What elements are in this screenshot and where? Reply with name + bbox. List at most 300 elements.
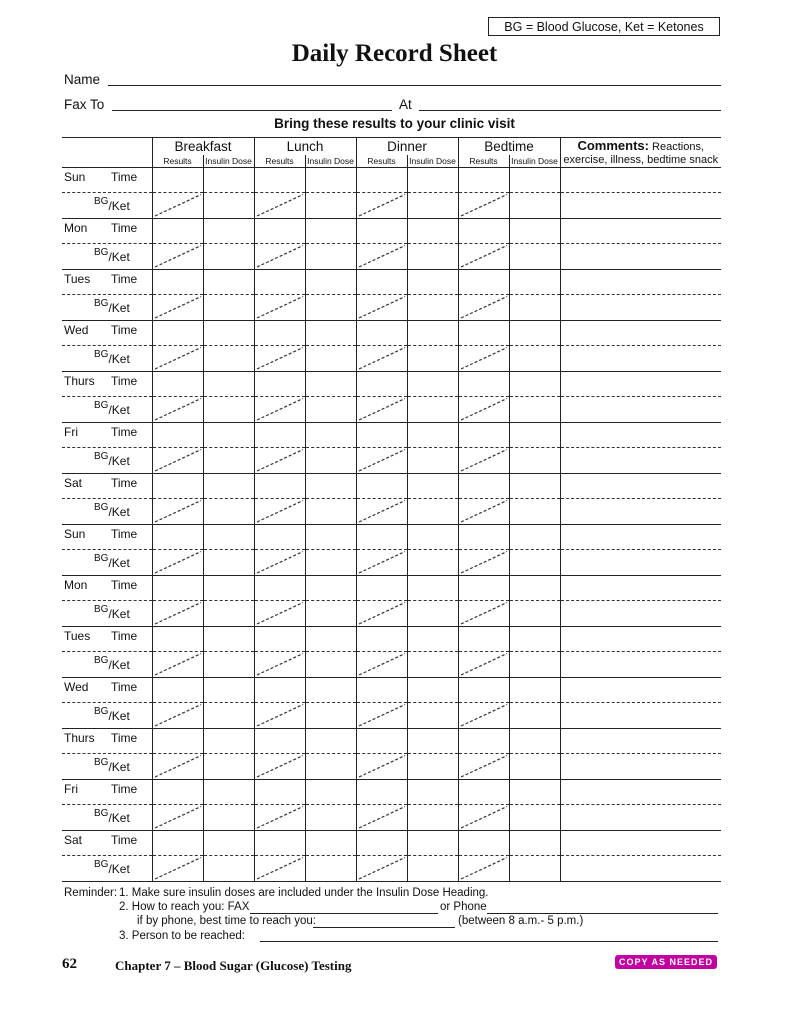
insulin-dose-cell[interactable]	[509, 499, 560, 525]
day-label: Thurs	[64, 731, 95, 745]
time-entry-cell[interactable]	[305, 729, 356, 754]
time-entry-cell[interactable]	[305, 219, 356, 244]
time-entry-cell[interactable]	[560, 831, 721, 856]
time-entry-cell[interactable]	[254, 627, 305, 652]
time-entry-cell[interactable]	[560, 372, 721, 397]
time-entry-cell[interactable]	[458, 474, 509, 499]
bg-ket-result-cell[interactable]	[356, 805, 407, 831]
bg-ket-result-cell[interactable]	[152, 397, 203, 423]
table-row	[62, 372, 721, 397]
time-entry-cell[interactable]	[203, 321, 254, 346]
bg-ket-result-cell[interactable]	[356, 244, 407, 270]
bg-ket-result-cell[interactable]	[254, 754, 305, 780]
time-entry-cell[interactable]	[305, 525, 356, 550]
bg-ket-result-cell[interactable]	[458, 397, 509, 423]
time-entry-cell[interactable]	[152, 270, 203, 295]
time-entry-cell[interactable]	[407, 678, 458, 703]
bg-ket-result-cell[interactable]	[458, 448, 509, 474]
insulin-dose-cell[interactable]	[509, 856, 560, 882]
insulin-dose-cell[interactable]	[305, 703, 356, 729]
time-entry-cell[interactable]	[407, 270, 458, 295]
diagonal-divider	[459, 652, 509, 677]
insulin-dose-cell[interactable]	[203, 703, 254, 729]
insulin-dose-cell[interactable]	[407, 448, 458, 474]
bg-ket-result-cell[interactable]	[356, 346, 407, 372]
fax-field[interactable]	[112, 110, 392, 111]
bg-text: BG	[94, 247, 109, 258]
bg-ket-result-cell[interactable]	[254, 346, 305, 372]
insulin-dose-cell[interactable]	[509, 244, 560, 270]
insulin-dose-cell[interactable]	[305, 193, 356, 219]
bg-text: BG	[94, 298, 109, 309]
bg-ket-result-cell[interactable]	[356, 652, 407, 678]
bg-ket-result-cell[interactable]	[152, 346, 203, 372]
bg-ket-result-cell[interactable]	[152, 856, 203, 882]
insulin-dose-cell[interactable]	[407, 346, 458, 372]
day-label: Mon	[64, 578, 88, 592]
table-row	[62, 652, 721, 678]
time-entry-cell[interactable]	[356, 168, 407, 193]
ket-text: Ket	[111, 403, 130, 417]
comments-cell[interactable]	[560, 550, 721, 576]
time-entry-cell[interactable]	[458, 780, 509, 805]
time-entry-cell[interactable]	[356, 219, 407, 244]
time-entry-cell[interactable]	[560, 423, 721, 448]
time-entry-cell[interactable]	[509, 831, 560, 856]
time-entry-cell[interactable]	[509, 780, 560, 805]
slash-glyph: /	[108, 301, 112, 315]
time-entry-cell[interactable]	[203, 219, 254, 244]
time-entry-cell[interactable]	[305, 474, 356, 499]
bg-ket-result-cell[interactable]	[356, 193, 407, 219]
insulin-dose-cell[interactable]	[305, 601, 356, 627]
insulin-dose-cell[interactable]	[509, 295, 560, 321]
comments-cell[interactable]	[560, 346, 721, 372]
insulin-dose-cell[interactable]	[305, 499, 356, 525]
bg-ket-result-cell[interactable]	[356, 550, 407, 576]
bg-ket-result-cell[interactable]	[356, 601, 407, 627]
diagonal-divider	[357, 754, 407, 779]
time-entry-cell[interactable]	[305, 576, 356, 601]
time-entry-cell[interactable]	[305, 780, 356, 805]
time-entry-cell[interactable]	[407, 831, 458, 856]
time-entry-cell[interactable]	[407, 525, 458, 550]
table-row	[62, 397, 721, 423]
insulin-dose-cell[interactable]	[509, 397, 560, 423]
name-field[interactable]	[108, 85, 721, 86]
time-entry-cell[interactable]	[509, 219, 560, 244]
day-cell	[62, 423, 152, 448]
table-row	[62, 729, 721, 754]
daily-record-table	[62, 137, 721, 882]
time-entry-cell[interactable]	[203, 525, 254, 550]
insulin-dose-cell[interactable]	[407, 601, 458, 627]
bg-ket-result-cell[interactable]	[254, 550, 305, 576]
time-entry-cell[interactable]	[509, 729, 560, 754]
time-entry-cell[interactable]	[560, 270, 721, 295]
time-entry-cell[interactable]	[305, 321, 356, 346]
time-entry-cell[interactable]	[203, 831, 254, 856]
bg-ket-result-cell[interactable]	[458, 652, 509, 678]
time-entry-cell[interactable]	[152, 576, 203, 601]
time-entry-cell[interactable]	[509, 525, 560, 550]
time-entry-cell[interactable]	[152, 219, 203, 244]
bg-ket-result-cell[interactable]	[254, 805, 305, 831]
bg-ket-result-cell[interactable]	[356, 703, 407, 729]
time-entry-cell[interactable]	[152, 474, 203, 499]
insulin-dose-cell[interactable]	[305, 754, 356, 780]
time-entry-cell[interactable]	[356, 729, 407, 754]
insulin-dose-cell[interactable]	[509, 550, 560, 576]
insulin-dose-cell[interactable]	[407, 805, 458, 831]
time-entry-cell[interactable]	[356, 321, 407, 346]
bg-ket-result-cell[interactable]	[458, 193, 509, 219]
bg-ket-result-cell[interactable]	[254, 448, 305, 474]
comments-cell[interactable]	[560, 652, 721, 678]
fax-number-field[interactable]	[250, 913, 438, 914]
time-entry-cell[interactable]	[407, 780, 458, 805]
time-entry-cell[interactable]	[203, 474, 254, 499]
time-entry-cell[interactable]	[152, 627, 203, 652]
diagonal-divider	[255, 550, 305, 575]
diagonal-divider	[255, 652, 305, 677]
page-number: 62	[62, 956, 77, 972]
fax-label: Fax To	[64, 97, 105, 112]
insulin-dose-cell[interactable]	[509, 346, 560, 372]
insulin-dose-cell[interactable]	[407, 397, 458, 423]
insulin-dose-cell[interactable]	[305, 652, 356, 678]
time-entry-cell[interactable]	[356, 576, 407, 601]
time-entry-cell[interactable]	[305, 168, 356, 193]
time-entry-cell[interactable]	[458, 729, 509, 754]
insulin-dose-cell[interactable]	[407, 295, 458, 321]
insulin-dose-cell[interactable]	[509, 652, 560, 678]
bg-ket-result-cell[interactable]	[152, 448, 203, 474]
time-entry-cell[interactable]	[407, 729, 458, 754]
bg-ket-result-cell[interactable]	[254, 193, 305, 219]
at-field[interactable]	[419, 110, 721, 111]
diagonal-divider	[255, 448, 305, 473]
insulin-dose-cell[interactable]	[407, 652, 458, 678]
time-entry-cell[interactable]	[254, 270, 305, 295]
time-entry-cell[interactable]	[458, 168, 509, 193]
time-entry-cell[interactable]	[305, 627, 356, 652]
time-entry-cell[interactable]	[560, 627, 721, 652]
bg-ket-result-cell[interactable]	[254, 397, 305, 423]
bg-ket-result-cell[interactable]	[356, 448, 407, 474]
insulin-dose-cell[interactable]	[203, 244, 254, 270]
time-entry-cell[interactable]	[254, 831, 305, 856]
insulin-dose-cell[interactable]	[203, 499, 254, 525]
time-entry-cell[interactable]	[560, 780, 721, 805]
time-entry-cell[interactable]	[254, 729, 305, 754]
comments-cell[interactable]	[560, 295, 721, 321]
insulin-dose-cell[interactable]	[203, 754, 254, 780]
time-entry-cell[interactable]	[254, 678, 305, 703]
bg-ket-result-cell[interactable]	[254, 244, 305, 270]
time-entry-cell[interactable]	[458, 270, 509, 295]
time-entry-cell[interactable]	[458, 321, 509, 346]
time-entry-cell[interactable]	[509, 168, 560, 193]
time-entry-cell[interactable]	[254, 423, 305, 448]
table-row	[62, 550, 721, 576]
time-label: Time	[111, 782, 138, 796]
bg-ket-result-cell[interactable]	[254, 703, 305, 729]
time-entry-cell[interactable]	[152, 729, 203, 754]
insulin-dose-cell[interactable]	[509, 601, 560, 627]
time-entry-cell[interactable]	[152, 831, 203, 856]
bg-ket-result-cell[interactable]	[458, 244, 509, 270]
insulin-dose-cell[interactable]	[407, 193, 458, 219]
time-entry-cell[interactable]	[356, 474, 407, 499]
diagonal-divider	[255, 193, 305, 218]
bg-ket-result-cell[interactable]	[254, 499, 305, 525]
time-entry-cell[interactable]	[203, 780, 254, 805]
time-entry-cell[interactable]	[458, 423, 509, 448]
time-entry-cell[interactable]	[407, 219, 458, 244]
bg-ket-result-cell[interactable]	[458, 499, 509, 525]
slash-glyph: /	[108, 352, 112, 366]
bg-ket-result-cell[interactable]	[152, 193, 203, 219]
time-entry-cell[interactable]	[356, 525, 407, 550]
bg-ket-result-cell[interactable]	[356, 397, 407, 423]
bg-text: BG	[94, 502, 109, 513]
insulin-dose-cell[interactable]	[203, 346, 254, 372]
time-entry-cell[interactable]	[458, 576, 509, 601]
bg-ket-result-cell[interactable]	[152, 244, 203, 270]
time-entry-cell[interactable]	[560, 168, 721, 193]
insulin-dose-cell[interactable]	[203, 550, 254, 576]
corner-cell	[62, 138, 152, 168]
insulin-dose-cell[interactable]	[305, 550, 356, 576]
time-entry-cell[interactable]	[305, 678, 356, 703]
time-label: Time	[111, 731, 138, 745]
time-entry-cell[interactable]	[356, 678, 407, 703]
insulin-dose-cell[interactable]	[407, 244, 458, 270]
time-entry-cell[interactable]	[509, 474, 560, 499]
comments-cell[interactable]	[560, 856, 721, 882]
comments-cell[interactable]	[560, 754, 721, 780]
bg-ket-result-cell[interactable]	[152, 805, 203, 831]
bg-ket-result-cell[interactable]	[152, 754, 203, 780]
time-entry-cell[interactable]	[407, 627, 458, 652]
bg-ket-result-cell[interactable]	[356, 295, 407, 321]
time-entry-cell[interactable]	[407, 372, 458, 397]
time-entry-cell[interactable]	[509, 372, 560, 397]
time-entry-cell[interactable]	[509, 321, 560, 346]
time-entry-cell[interactable]	[458, 678, 509, 703]
bg-ket-result-cell[interactable]	[152, 550, 203, 576]
time-entry-cell[interactable]	[203, 576, 254, 601]
time-entry-cell[interactable]	[203, 678, 254, 703]
insulin-dose-cell[interactable]	[203, 193, 254, 219]
time-entry-cell[interactable]	[203, 372, 254, 397]
time-entry-cell[interactable]	[152, 321, 203, 346]
comments-cell[interactable]	[560, 601, 721, 627]
time-entry-cell[interactable]	[152, 780, 203, 805]
time-entry-cell[interactable]	[509, 627, 560, 652]
insulin-dose-cell[interactable]	[305, 856, 356, 882]
bg-ket-result-cell[interactable]	[356, 499, 407, 525]
bg-ket-result-cell[interactable]	[356, 754, 407, 780]
insulin-dose-cell[interactable]	[407, 550, 458, 576]
bg-ket-result-cell[interactable]	[152, 703, 203, 729]
time-entry-cell[interactable]	[152, 423, 203, 448]
time-entry-cell[interactable]	[254, 219, 305, 244]
insulin-dose-cell[interactable]	[203, 652, 254, 678]
insulin-dose-cell[interactable]	[407, 754, 458, 780]
insulin-dose-cell[interactable]	[509, 448, 560, 474]
phone-number-field[interactable]	[487, 913, 718, 914]
time-entry-cell[interactable]	[458, 525, 509, 550]
insulin-dose-cell[interactable]	[509, 193, 560, 219]
time-entry-cell[interactable]	[254, 474, 305, 499]
bg-text: BG	[94, 196, 109, 207]
diagonal-divider	[357, 856, 407, 881]
time-entry-cell[interactable]	[203, 423, 254, 448]
day-label: Wed	[64, 323, 89, 337]
time-entry-cell[interactable]	[560, 219, 721, 244]
time-entry-cell[interactable]	[458, 627, 509, 652]
comments-cell[interactable]	[560, 703, 721, 729]
time-entry-cell[interactable]	[203, 168, 254, 193]
time-entry-cell[interactable]	[254, 168, 305, 193]
table-row	[62, 856, 721, 882]
comments-cell[interactable]	[560, 244, 721, 270]
time-entry-cell[interactable]	[152, 372, 203, 397]
time-entry-cell[interactable]	[203, 627, 254, 652]
time-entry-cell[interactable]	[560, 576, 721, 601]
time-entry-cell[interactable]	[407, 576, 458, 601]
reminder-line-1: 1. Make sure insulin doses are included under the Insulin Dose Heading.	[119, 887, 489, 899]
time-entry-cell[interactable]	[407, 321, 458, 346]
table-row	[62, 346, 721, 372]
time-entry-cell[interactable]	[458, 219, 509, 244]
time-entry-cell[interactable]	[407, 423, 458, 448]
time-entry-cell[interactable]	[305, 372, 356, 397]
time-entry-cell[interactable]	[560, 729, 721, 754]
insulin-dose-cell[interactable]	[203, 805, 254, 831]
insulin-dose-cell[interactable]	[407, 499, 458, 525]
insulin-dose-cell[interactable]	[509, 805, 560, 831]
diagonal-divider	[153, 193, 203, 218]
comments-cell[interactable]	[560, 193, 721, 219]
best-time-field[interactable]	[313, 927, 455, 928]
time-entry-cell[interactable]	[254, 321, 305, 346]
bg-ket-result-cell[interactable]	[254, 856, 305, 882]
insulin-dose-cell[interactable]	[203, 448, 254, 474]
insulin-dose-cell[interactable]	[203, 856, 254, 882]
time-entry-cell[interactable]	[560, 678, 721, 703]
time-entry-cell[interactable]	[152, 525, 203, 550]
insulin-dose-cell[interactable]	[305, 244, 356, 270]
bg-ket-result-cell[interactable]	[458, 703, 509, 729]
time-entry-cell[interactable]	[203, 729, 254, 754]
bg-ket-result-cell[interactable]	[152, 499, 203, 525]
time-entry-cell[interactable]	[152, 678, 203, 703]
time-entry-cell[interactable]	[509, 270, 560, 295]
time-entry-cell[interactable]	[560, 321, 721, 346]
time-entry-cell[interactable]	[356, 831, 407, 856]
time-entry-cell[interactable]	[458, 372, 509, 397]
insulin-dose-cell[interactable]	[305, 448, 356, 474]
insulin-dose-cell[interactable]	[305, 295, 356, 321]
bg-ket-result-cell[interactable]	[152, 601, 203, 627]
time-entry-cell[interactable]	[458, 831, 509, 856]
table-row	[62, 627, 721, 652]
bg-ket-result-cell[interactable]	[458, 754, 509, 780]
insulin-dose-cell[interactable]	[407, 856, 458, 882]
person-field[interactable]	[260, 941, 718, 942]
insulin-dose-cell[interactable]	[407, 703, 458, 729]
comments-cell[interactable]	[560, 805, 721, 831]
insulin-dose-cell[interactable]	[203, 295, 254, 321]
insulin-dose-cell[interactable]	[305, 397, 356, 423]
comments-cell[interactable]	[560, 499, 721, 525]
time-entry-cell[interactable]	[254, 780, 305, 805]
diagonal-divider	[459, 550, 509, 575]
bg-ket-result-cell[interactable]	[152, 652, 203, 678]
bg-ket-result-cell[interactable]	[254, 295, 305, 321]
time-entry-cell[interactable]	[305, 423, 356, 448]
insulin-dose-cell[interactable]	[305, 346, 356, 372]
bg-ket-result-cell[interactable]	[458, 805, 509, 831]
time-entry-cell[interactable]	[356, 423, 407, 448]
bg-ket-result-cell[interactable]	[458, 346, 509, 372]
table-subtitle: Bring these results to your clinic visit	[274, 116, 515, 131]
time-entry-cell[interactable]	[509, 678, 560, 703]
time-entry-cell[interactable]	[407, 168, 458, 193]
bg-ket-result-cell[interactable]	[254, 652, 305, 678]
bg-ket-result-cell[interactable]	[458, 550, 509, 576]
time-entry-cell[interactable]	[407, 474, 458, 499]
bg-ket-result-cell[interactable]	[458, 856, 509, 882]
bg-ket-result-cell[interactable]	[458, 295, 509, 321]
table-row	[62, 321, 721, 346]
time-entry-cell[interactable]	[305, 270, 356, 295]
insulin-dose-cell[interactable]	[509, 703, 560, 729]
diagonal-divider	[357, 703, 407, 728]
insulin-dose-cell[interactable]	[509, 754, 560, 780]
insulin-dose-cell[interactable]	[203, 601, 254, 627]
time-entry-cell[interactable]	[560, 474, 721, 499]
time-entry-cell[interactable]	[356, 780, 407, 805]
ket-text: Ket	[111, 250, 130, 264]
time-entry-cell[interactable]	[254, 576, 305, 601]
time-entry-cell[interactable]	[356, 627, 407, 652]
time-entry-cell[interactable]	[560, 525, 721, 550]
legend-box: BG = Blood Glucose, Ket = Ketones	[488, 17, 720, 36]
comments-cell[interactable]	[560, 397, 721, 423]
time-entry-cell[interactable]	[356, 372, 407, 397]
time-entry-cell[interactable]	[509, 423, 560, 448]
bg-ket-result-cell[interactable]	[458, 601, 509, 627]
diagonal-divider	[153, 499, 203, 524]
insulin-dose-cell[interactable]	[305, 805, 356, 831]
time-entry-cell[interactable]	[203, 270, 254, 295]
time-entry-cell[interactable]	[152, 168, 203, 193]
insulin-dose-cell[interactable]	[203, 397, 254, 423]
time-entry-cell[interactable]	[254, 525, 305, 550]
bg-ket-result-cell[interactable]	[254, 601, 305, 627]
bg-ket-result-cell[interactable]	[356, 856, 407, 882]
time-entry-cell[interactable]	[356, 270, 407, 295]
comments-cell[interactable]	[560, 448, 721, 474]
time-entry-cell[interactable]	[509, 576, 560, 601]
bg-ket-result-cell[interactable]	[152, 295, 203, 321]
time-entry-cell[interactable]	[305, 831, 356, 856]
time-entry-cell[interactable]	[254, 372, 305, 397]
